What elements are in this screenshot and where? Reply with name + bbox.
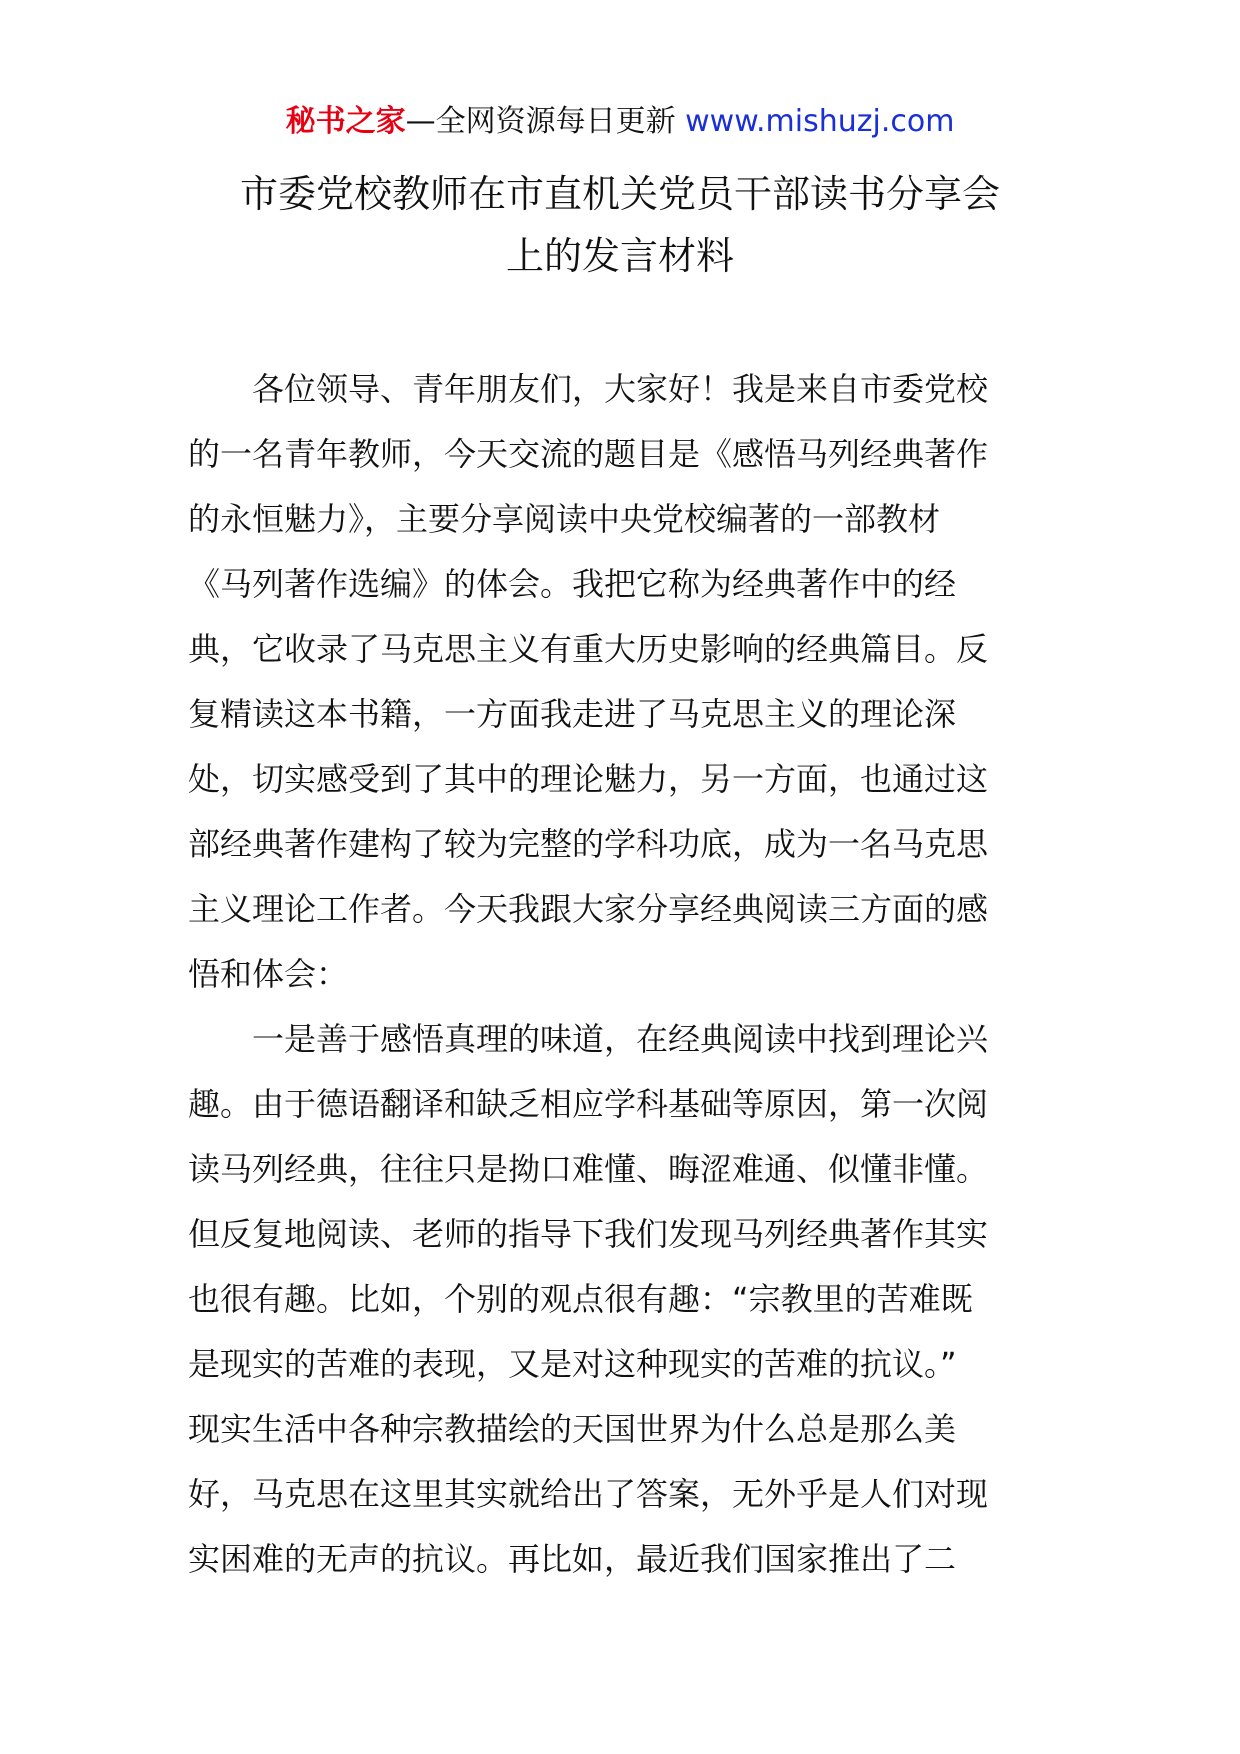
document-body (188, 357, 1058, 1592)
body-line: 但反复地阅读、老师的指导下我们发现马列经典著作其实 (188, 1215, 989, 1253)
body-line: 各位领导、青年朋友们，大家好！我是来自市委党校 (252, 370, 989, 408)
title-line-2: 上的发言材料 (505, 234, 734, 278)
brand-name: 秘书之家 (285, 104, 406, 139)
site-header (0, 100, 1240, 144)
body-line: 是现实的苦难的表现，又是对这种现实的苦难的抗议。” (188, 1345, 957, 1383)
body-line: 现实生活中各种宗教描绘的天国世界为什么总是那么美 (188, 1410, 957, 1448)
body-line: 处，切实感受到了其中的理论魅力，另一方面，也通过这 (188, 760, 989, 798)
body-line: 复精读这本书籍，一方面我走进了马克思主义的理论深 (188, 695, 957, 733)
body-line: 部经典著作建构了较为完整的学科功底，成为一名马克思 (188, 825, 989, 863)
title-line-1: 市委党校教师在市直机关党员干部读书分享会 (239, 172, 1000, 216)
body-line: 悟和体会： (188, 955, 349, 993)
body-line: 的一名青年教师，今天交流的题目是《感悟马列经典著作 (188, 435, 989, 473)
body-line: 的永恒魅力》，主要分享阅读中央党校编著的一部教材 (188, 500, 941, 538)
body-line: 《马列著作选编》的体会。我把它称为经典著作中的经 (188, 565, 957, 603)
body-line: 一是善于感悟真理的味道，在经典阅读中找到理论兴 (252, 1020, 989, 1058)
body-line: 典，它收录了马克思主义有重大历史影响的经典篇目。反 (188, 630, 989, 668)
body-line: 读马列经典，往往只是拗口难懂、晦涩难通、似懂非懂。 (188, 1150, 989, 1188)
body-line: 实困难的无声的抗议。再比如，最近我们国家推出了二 (188, 1540, 957, 1578)
body-line: 好，马克思在这里其实就给出了答案，无外乎是人们对现 (188, 1475, 989, 1513)
body-line: 趣。由于德语翻译和缺乏相应学科基础等原因，第一次阅 (188, 1085, 989, 1123)
body-line: 主义理论工作者。今天我跟大家分享经典阅读三方面的感 (188, 890, 989, 928)
header-tagline: —全网资源每日更新 (405, 104, 676, 139)
body-line: 也很有趣。比如，个别的观点很有趣：“宗教里的苦难既 (188, 1280, 973, 1318)
document-title (150, 163, 1090, 287)
site-url-link[interactable]: www.mishuzj.com (685, 104, 955, 139)
